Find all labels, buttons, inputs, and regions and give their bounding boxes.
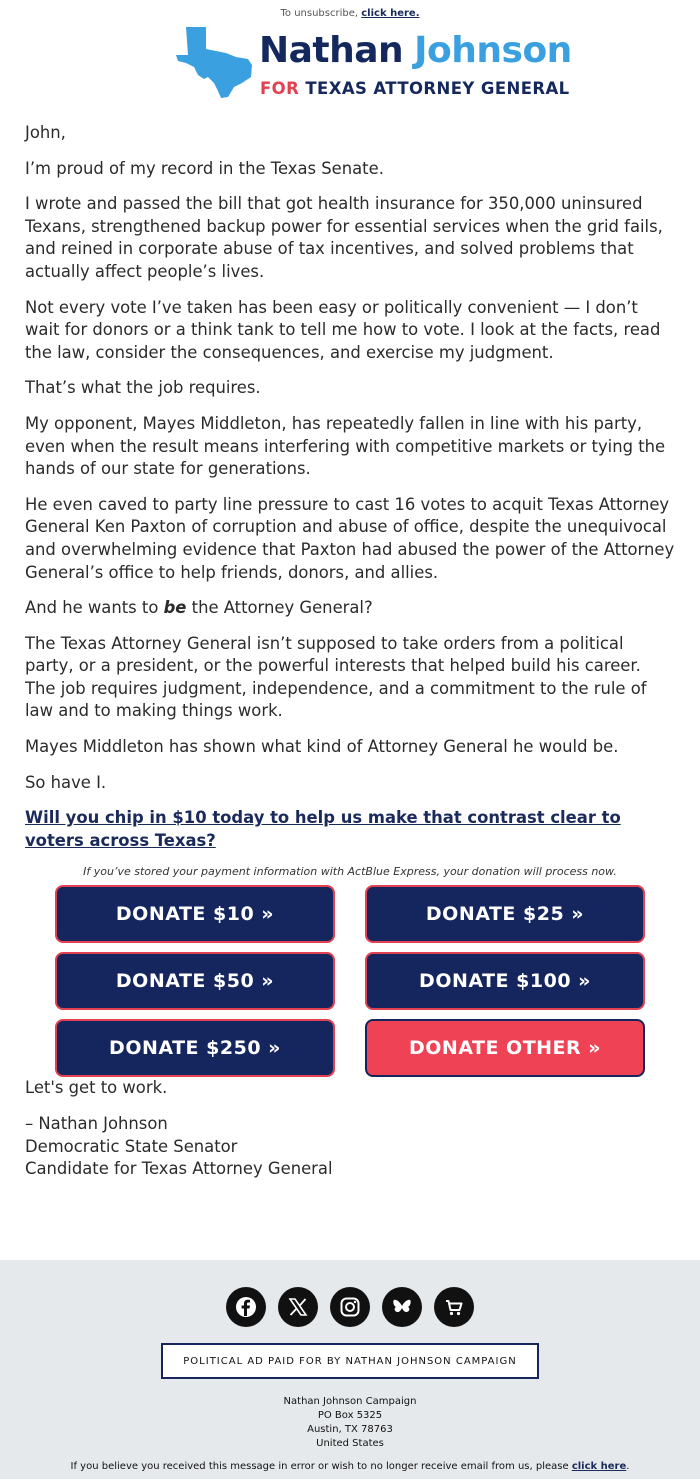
paragraph: I’m proud of my record in the Texas Senate. (25, 158, 384, 178)
candidate-last-name: Johnson (414, 30, 572, 71)
unsubscribe-text: To unsubscribe, (280, 8, 359, 19)
footer-unsubscribe-link[interactable]: click here (571, 1461, 627, 1472)
mailing-address (0, 1395, 700, 1451)
campaign-logo (0, 22, 700, 112)
question-before: And he wants to (25, 598, 164, 618)
donate-10-button[interactable]: DONATE $10 » (55, 885, 335, 943)
donate-ask-link[interactable]: Will you chip in $10 today to help us make that contrast clear to voters across Texas? (25, 808, 621, 850)
paid-for-disclaimer: POLITICAL AD PAID FOR BY NATHAN JOHNSON CAMPAIGN (161, 1343, 539, 1379)
footer-unsubscribe-text: If you believe you received this message in error or wish to no longer receive email from us, please (70, 1461, 569, 1472)
paragraph: Mayes Middleton has shown what kind of Attorney General he would be. (25, 737, 619, 757)
unsubscribe-link[interactable]: click here. (361, 8, 420, 19)
footer-unsubscribe (0, 1461, 700, 1472)
instagram-icon[interactable] (330, 1287, 370, 1327)
paragraph: He even caved to party line pressure to cast 16 votes to acquit Texas Attorney General Ken Paxton of corruption and abuse of office, despite the unequivocal and overwhelming evidence that Paxton had abused the power of the Attorney General’s office to help friends, donors, and allies. (25, 494, 675, 582)
tagline-for: FOR (260, 79, 300, 98)
signature-line: Democratic State Senator (25, 1136, 238, 1156)
bluesky-icon[interactable] (382, 1287, 422, 1327)
donate-25-button[interactable]: DONATE $25 » (365, 885, 645, 943)
closing-line: Let's get to work. (25, 1078, 168, 1098)
letter-body (0, 122, 700, 1181)
texas-map-icon (176, 25, 254, 99)
signature-line: – Nathan Johnson (25, 1114, 168, 1134)
paragraph: So have I. (25, 772, 107, 792)
email-footer (0, 1260, 700, 1479)
address-line: PO Box 5325 (317, 1410, 383, 1421)
signature (25, 1113, 675, 1181)
address-line: Austin, TX 78763 (307, 1424, 393, 1435)
paragraph: My opponent, Mayes Middleton, has repeatedly fallen in line with his party, even when the result means interfering with competitive markets or tying the hands of our state for generations. (25, 413, 666, 479)
logo-tagline (260, 79, 570, 98)
paragraph: I wrote and passed the bill that got health insurance for 350,000 uninsured Texans, strengthened backup power for essential services when the grid fails, and reined in corporate abuse of tax incentives, and solved problems that actually affect people’s lives. (25, 194, 663, 281)
facebook-icon[interactable] (226, 1287, 266, 1327)
candidate-first-name: Nathan (259, 30, 404, 71)
actblue-express-note: If you’ve stored your payment information with ActBlue Express, your donation will process now. (83, 865, 617, 879)
donate-button-grid (25, 885, 675, 1077)
question-emphasis: be (163, 598, 187, 618)
donate-50-button[interactable]: DONATE $50 » (55, 952, 335, 1010)
unsubscribe-note (0, 0, 700, 22)
footer-unsubscribe-period: . (626, 1461, 630, 1472)
address-line: United States (316, 1438, 384, 1449)
paragraph: The Texas Attorney General isn’t supposed to take orders from a political party, or a president, or the powerful interests that helped build his career. The job requires judgment, independence, and a commitment to the rule of law and to making things work. (25, 633, 647, 721)
donate-other-button[interactable]: DONATE OTHER » (365, 1019, 645, 1077)
signature-line: Candidate for Texas Attorney General (25, 1159, 333, 1179)
question-paragraph (25, 597, 675, 620)
paragraph: Not every vote I’ve taken has been easy or politically convenient — I don’t wait for donors or a think tank to tell me how to vote. I look at the facts, read the law, consider the consequences, and exercise my judgment. (25, 297, 661, 362)
candidate-name (259, 30, 572, 71)
social-links (0, 1260, 700, 1327)
tagline-office: TEXAS ATTORNEY GENERAL (305, 79, 570, 98)
shop-cart-icon[interactable] (434, 1287, 474, 1327)
x-icon[interactable] (278, 1287, 318, 1327)
donate-100-button[interactable]: DONATE $100 » (365, 952, 645, 1010)
greeting: John, (25, 123, 66, 142)
question-after: the Attorney General? (186, 598, 373, 618)
address-line: Nathan Johnson Campaign (283, 1396, 417, 1407)
paragraph: That’s what the job requires. (25, 378, 261, 398)
donate-250-button[interactable]: DONATE $250 » (55, 1019, 335, 1077)
